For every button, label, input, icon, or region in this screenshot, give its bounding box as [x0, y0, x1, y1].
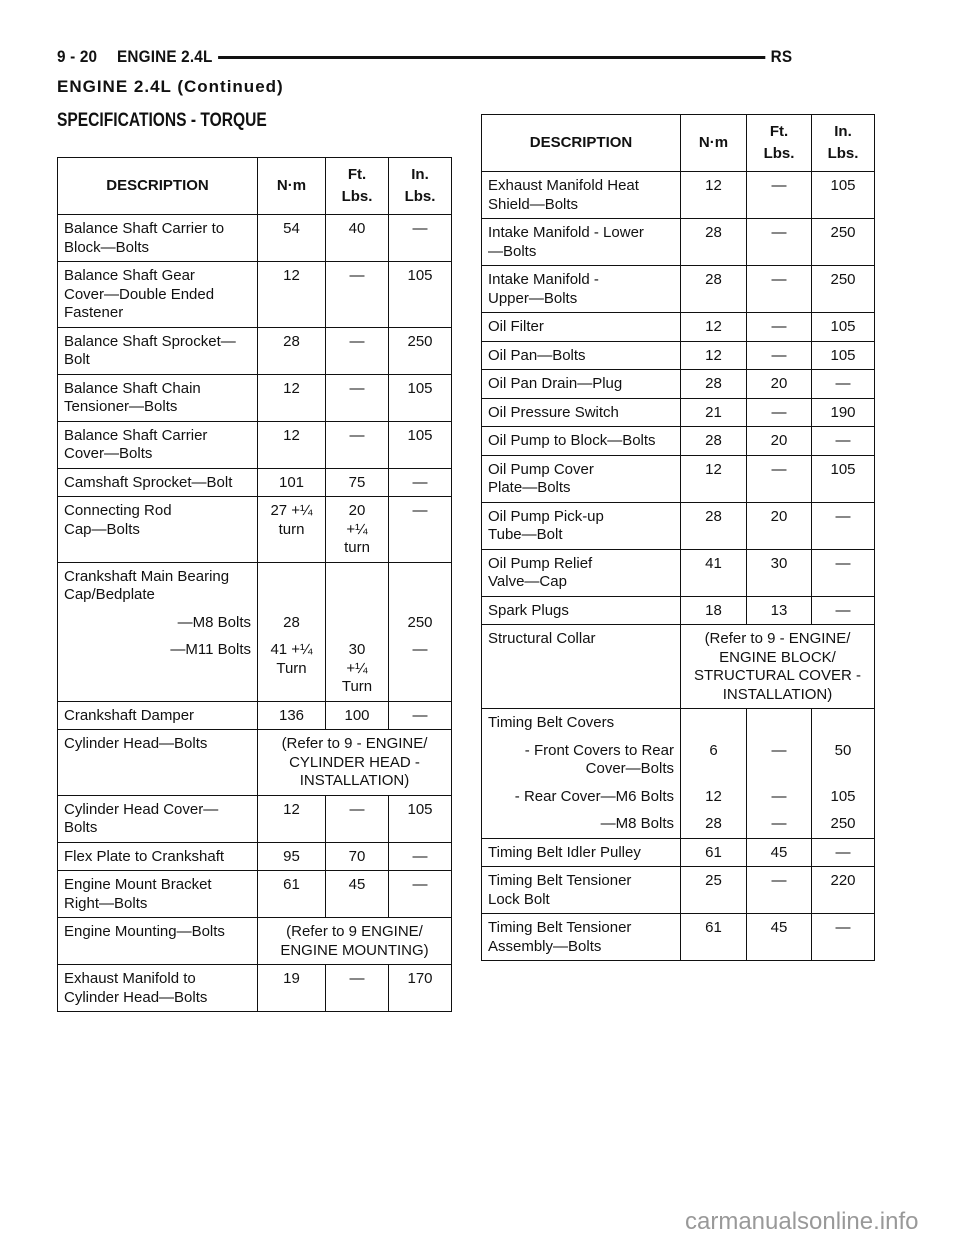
ft-lbs-cell: 20 +¼ turn	[326, 497, 389, 563]
nm-cell: 12	[258, 421, 326, 468]
table-row	[482, 709, 875, 737]
description-cell: Connecting Rod Cap—Bolts	[58, 497, 258, 563]
description-cell: Timing Belt Idler Pulley	[482, 838, 681, 867]
description-cell: - Front Covers to Rear Cover—Bolts	[482, 737, 681, 783]
ft-lbs-cell: —	[747, 737, 812, 783]
nm-cell: 21	[681, 398, 747, 427]
in-lbs-cell: 105	[812, 341, 875, 370]
table-row	[482, 596, 875, 625]
nm-cell: 6	[681, 737, 747, 783]
ft-lbs-cell: 45	[747, 838, 812, 867]
table-row	[58, 795, 452, 842]
description-cell: Timing Belt Covers	[482, 709, 681, 737]
in-lbs-cell: —	[389, 215, 452, 262]
in-lbs-cell: 250	[389, 327, 452, 374]
description-cell: Crankshaft Main Bearing Cap/Bedplate	[58, 562, 258, 609]
torque-table-right	[481, 114, 875, 961]
nm-cell: 12	[681, 341, 747, 370]
ft-lbs-cell: —	[326, 965, 389, 1012]
in-lbs-cell: 170	[389, 965, 452, 1012]
in-lbs-cell: —	[812, 838, 875, 867]
in-lbs-cell: —	[812, 914, 875, 961]
nm-cell: 12	[258, 374, 326, 421]
nm-cell	[681, 709, 747, 737]
col-in-lbs: In. Lbs.	[812, 115, 875, 172]
ft-lbs-cell: —	[747, 341, 812, 370]
table-row	[58, 965, 452, 1012]
nm-cell: 12	[258, 262, 326, 328]
description-cell: Timing Belt Tensioner Assembly—Bolts	[482, 914, 681, 961]
nm-cell	[258, 562, 326, 609]
in-lbs-cell: 105	[812, 783, 875, 811]
description-cell: Oil Filter	[482, 313, 681, 342]
nm-cell: 61	[258, 871, 326, 918]
ft-lbs-cell: 45	[747, 914, 812, 961]
ft-lbs-cell: —	[747, 867, 812, 914]
ft-lbs-cell: 13	[747, 596, 812, 625]
table-row	[482, 549, 875, 596]
description-cell: Balance Shaft Carrier Cover—Bolts	[58, 421, 258, 468]
in-lbs-cell: 105	[812, 172, 875, 219]
nm-cell: 25	[681, 867, 747, 914]
nm-cell: 28	[681, 266, 747, 313]
description-cell: Intake Manifold - Lower —Bolts	[482, 219, 681, 266]
nm-cell: 12	[681, 455, 747, 502]
page-header	[57, 44, 792, 70]
col-nm: N·m	[681, 115, 747, 172]
nm-cell: 136	[258, 701, 326, 730]
nm-cell: 28	[681, 219, 747, 266]
ft-lbs-cell: —	[326, 327, 389, 374]
in-lbs-cell: —	[812, 427, 875, 456]
table-row	[58, 262, 452, 328]
table-row	[482, 783, 875, 811]
table-row	[482, 914, 875, 961]
description-cell: Timing Belt Tensioner Lock Bolt	[482, 867, 681, 914]
table-row	[482, 427, 875, 456]
ft-lbs-cell: —	[326, 262, 389, 328]
table-row	[482, 810, 875, 838]
section-title: SPECIFICATIONS - TORQUE	[57, 110, 267, 131]
nm-cell: 28	[681, 427, 747, 456]
ft-lbs-cell: —	[747, 266, 812, 313]
in-lbs-cell: —	[389, 842, 452, 871]
description-cell: —M8 Bolts	[58, 609, 258, 637]
in-lbs-cell: —	[389, 497, 452, 563]
ft-lbs-cell: —	[326, 374, 389, 421]
description-cell: Engine Mount Bracket Right—Bolts	[58, 871, 258, 918]
table-row	[58, 215, 452, 262]
description-cell: Oil Pump Relief Valve—Cap	[482, 549, 681, 596]
torque-table-left	[57, 157, 452, 1012]
ft-lbs-cell: —	[747, 810, 812, 838]
description-cell: Oil Pump Pick-up Tube—Bolt	[482, 502, 681, 549]
in-lbs-cell: 105	[389, 262, 452, 328]
continued-heading: ENGINE 2.4L (Continued)	[57, 77, 284, 96]
in-lbs-cell: —	[389, 871, 452, 918]
nm-cell: 61	[681, 914, 747, 961]
reference-cell: (Refer to 9 - ENGINE/ CYLINDER HEAD - INSTALLATION)	[258, 730, 452, 796]
in-lbs-cell	[812, 709, 875, 737]
ft-lbs-cell	[326, 562, 389, 609]
description-cell: Exhaust Manifold to Cylinder Head—Bolts	[58, 965, 258, 1012]
in-lbs-cell: —	[812, 549, 875, 596]
description-cell: Spark Plugs	[482, 596, 681, 625]
nm-cell: 41 +¼ Turn	[258, 636, 326, 701]
description-cell: Oil Pressure Switch	[482, 398, 681, 427]
nm-cell: 61	[681, 838, 747, 867]
table-row	[482, 370, 875, 399]
in-lbs-cell: 105	[812, 313, 875, 342]
table-row	[58, 871, 452, 918]
in-lbs-cell: —	[812, 370, 875, 399]
description-cell: Oil Pump to Block—Bolts	[482, 427, 681, 456]
description-cell: Engine Mounting—Bolts	[58, 918, 258, 965]
in-lbs-cell: 250	[389, 609, 452, 637]
table-row	[482, 172, 875, 219]
table-row	[482, 313, 875, 342]
ft-lbs-cell: 20	[747, 370, 812, 399]
col-nm: N·m	[258, 158, 326, 215]
in-lbs-cell: —	[389, 701, 452, 730]
col-ft-lbs: Ft. Lbs.	[747, 115, 812, 172]
ft-lbs-cell: 30	[747, 549, 812, 596]
ft-lbs-cell: —	[747, 455, 812, 502]
nm-cell: 12	[258, 795, 326, 842]
ft-lbs-cell: —	[747, 313, 812, 342]
table-row	[482, 341, 875, 370]
table-row	[58, 562, 452, 609]
in-lbs-cell	[389, 562, 452, 609]
model-code: RS	[770, 47, 793, 66]
table-row	[482, 502, 875, 549]
nm-cell: 28	[258, 327, 326, 374]
col-description: DESCRIPTION	[482, 115, 681, 172]
table-row	[482, 838, 875, 867]
nm-cell: 28	[681, 502, 747, 549]
ft-lbs-cell: —	[747, 219, 812, 266]
table-row	[58, 636, 452, 701]
ft-lbs-cell: 45	[326, 871, 389, 918]
nm-cell: 54	[258, 215, 326, 262]
ft-lbs-cell: 40	[326, 215, 389, 262]
col-ft-lbs: Ft. Lbs.	[326, 158, 389, 215]
nm-cell: 41	[681, 549, 747, 596]
in-lbs-cell: 190	[812, 398, 875, 427]
table-row	[58, 327, 452, 374]
nm-cell: 18	[681, 596, 747, 625]
nm-cell: 12	[681, 313, 747, 342]
nm-cell: 27 +¼ turn	[258, 497, 326, 563]
nm-cell: 101	[258, 468, 326, 497]
ft-lbs-cell	[326, 609, 389, 637]
description-cell: Balance Shaft Sprocket— Bolt	[58, 327, 258, 374]
in-lbs-cell: —	[389, 636, 452, 701]
ft-lbs-cell: —	[747, 172, 812, 219]
col-in-lbs: In. Lbs.	[389, 158, 452, 215]
section-name: ENGINE 2.4L	[117, 47, 213, 66]
description-cell: Cylinder Head—Bolts	[58, 730, 258, 796]
ft-lbs-cell: 20	[747, 427, 812, 456]
table-row	[58, 701, 452, 730]
in-lbs-cell: —	[812, 502, 875, 549]
in-lbs-cell: 105	[812, 455, 875, 502]
table-row	[58, 421, 452, 468]
table-row	[58, 374, 452, 421]
table-row	[482, 398, 875, 427]
table-row	[482, 737, 875, 783]
table-row	[482, 266, 875, 313]
nm-cell: 12	[681, 783, 747, 811]
ft-lbs-cell: 20	[747, 502, 812, 549]
reference-cell: (Refer to 9 ENGINE/ ENGINE MOUNTING)	[258, 918, 452, 965]
in-lbs-cell: 105	[389, 374, 452, 421]
table-row	[58, 497, 452, 563]
ft-lbs-cell: 30 +¼ Turn	[326, 636, 389, 701]
ft-lbs-cell: 100	[326, 701, 389, 730]
description-cell: —M8 Bolts	[482, 810, 681, 838]
col-description: DESCRIPTION	[58, 158, 258, 215]
nm-cell: 28	[681, 370, 747, 399]
description-cell: Cylinder Head Cover— Bolts	[58, 795, 258, 842]
description-cell: Balance Shaft Chain Tensioner—Bolts	[58, 374, 258, 421]
table-row	[58, 918, 452, 965]
ft-lbs-cell: 75	[326, 468, 389, 497]
in-lbs-cell: —	[812, 596, 875, 625]
ft-lbs-cell: —	[747, 398, 812, 427]
reference-cell: (Refer to 9 - ENGINE/ ENGINE BLOCK/ STRUCTURAL COVER - INSTALLATION)	[681, 625, 875, 709]
in-lbs-cell: 105	[389, 421, 452, 468]
nm-cell: 19	[258, 965, 326, 1012]
in-lbs-cell: 105	[389, 795, 452, 842]
page-number: 9 - 20	[57, 47, 98, 66]
description-cell: Balance Shaft Carrier to Block—Bolts	[58, 215, 258, 262]
nm-cell: 28	[681, 810, 747, 838]
table-row	[58, 468, 452, 497]
ft-lbs-cell: —	[747, 783, 812, 811]
in-lbs-cell: 220	[812, 867, 875, 914]
description-cell: Crankshaft Damper	[58, 701, 258, 730]
table-row	[58, 609, 452, 637]
description-cell: Intake Manifold - Upper—Bolts	[482, 266, 681, 313]
description-cell: - Rear Cover—M6 Bolts	[482, 783, 681, 811]
header-rule	[218, 56, 765, 59]
nm-cell: 28	[258, 609, 326, 637]
in-lbs-cell: 50	[812, 737, 875, 783]
watermark: carmanualsonline.info	[685, 1208, 919, 1235]
description-cell: —M11 Bolts	[58, 636, 258, 701]
in-lbs-cell: —	[389, 468, 452, 497]
description-cell: Structural Collar	[482, 625, 681, 709]
in-lbs-cell: 250	[812, 266, 875, 313]
nm-cell: 95	[258, 842, 326, 871]
table-row	[58, 730, 452, 796]
table-row	[482, 625, 875, 709]
description-cell: Oil Pan—Bolts	[482, 341, 681, 370]
description-cell: Balance Shaft Gear Cover—Double Ended Fastener	[58, 262, 258, 328]
in-lbs-cell: 250	[812, 219, 875, 266]
nm-cell: 12	[681, 172, 747, 219]
description-cell: Camshaft Sprocket—Bolt	[58, 468, 258, 497]
description-cell: Oil Pan Drain—Plug	[482, 370, 681, 399]
description-cell: Oil Pump Cover Plate—Bolts	[482, 455, 681, 502]
description-cell: Flex Plate to Crankshaft	[58, 842, 258, 871]
ft-lbs-cell	[747, 709, 812, 737]
table-row	[58, 842, 452, 871]
ft-lbs-cell: —	[326, 421, 389, 468]
table-row	[482, 867, 875, 914]
ft-lbs-cell: 70	[326, 842, 389, 871]
table-row	[482, 219, 875, 266]
table-row	[482, 455, 875, 502]
ft-lbs-cell: —	[326, 795, 389, 842]
in-lbs-cell: 250	[812, 810, 875, 838]
description-cell: Exhaust Manifold Heat Shield—Bolts	[482, 172, 681, 219]
